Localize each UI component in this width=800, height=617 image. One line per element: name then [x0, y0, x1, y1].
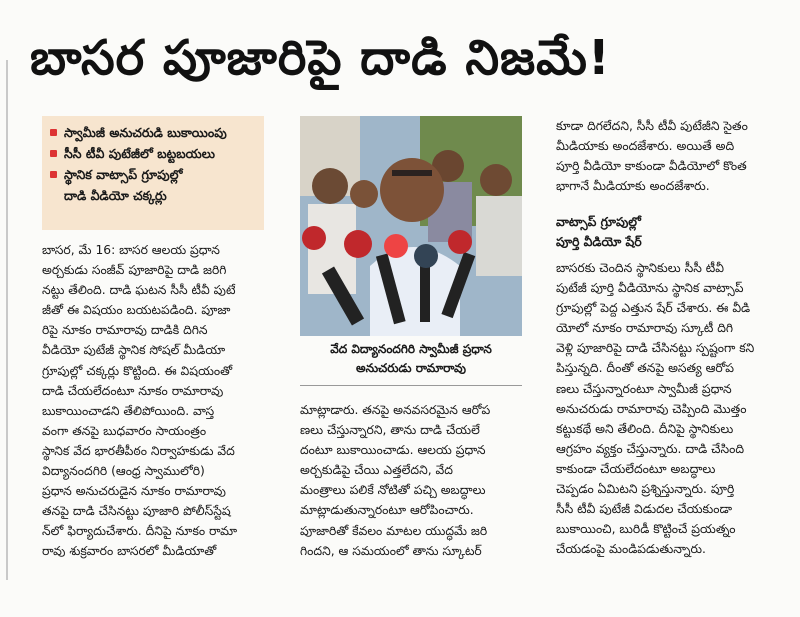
article-column-2: మాట్లాడారు. తనపై అనవసరమైన ఆరోప ణలు చేస్తున్నారని, తాను దాడి చేయలే దంటూ బుకాయించాడు. ఆలయ ప్రధాన అర్చకుడిపై చేయి ఎత్తలేదని, వేద మంత్రాలు పలికే నోటితో పచ్చి అబద్ధాలు మాట్లాడుతున్నారంటూ ఆరోపించారు. పూజారితో కేవలం మాటల యుద్ధమే జరి గిందని, ఆ సమయంలో తాను స్కూటర్: [300, 403, 491, 558]
bullet-icon: [50, 171, 57, 178]
caption-divider: [300, 385, 522, 386]
highlight-item: స్వామీజీ అనుచరుడి బుకాయింపు: [50, 122, 256, 143]
bullet-icon: [50, 129, 57, 136]
subheading: వాట్సాప్ గ్రూపుల్లో పూర్తి వీడియో షేర్: [556, 215, 642, 249]
article-column-3-body: బాసరకు చెందిన స్థానికులు సీసీ టీవీ పుటేజీ పూర్తి వీడియోను స్థానిక వాట్సాప్ గ్రూపుల్లో పెద్ద ఎత్తున షేర్ చేశారు. ఈ వీడి యోలో నూకం రామారావు స్కూటీ దిగి వెళ్లి పూజారిపై దాడి చేసినట్టు స్పష్టంగా కని పిస్తున్నది. దీంతో తనపై అసత్య ఆరోప ణలు చేస్తున్నారంటూ స్వామీజీ ప్రధాన అనుచరుడు రామారావు చెప్పింది మొత్తం కట్టుకథే అని తేలింది. దీనిపై స్థానికులు ఆగ్రహం వ్యక్తం చేస్తున్నారు. దాడి చేసింది కాకుండా చేయలేదంటూ అబద్ధాలు చెప్పడం ఏమిటని ప్రశ్నిస్తున్నారు. పూర్తి సీసీ టీవీ పుటేజీ విడుదల చేయకుండా బుకాయించి, బురిడీ కొట్టించే ప్రయత్నం చేయడంపై మండిపడుతున్నారు.: [556, 261, 755, 557]
highlight-item: సీసీ టీవీ పుటేజీలో బట్టబయలు: [50, 143, 256, 164]
article-column-1: బాసర, మే 16: బాసర ఆలయ ప్రధాన అర్చకుడు సంజీవ్ పూజారిపై దాడి జరిగి నట్టు తేలింది. దాడి ఘటన సీసీ టీవీ పుటే జీతో ఈ విషయం బయటపడింది. పూజా రిపై నూకం రామారావు దాడికి దిగిన వీడియో పుటేజీ స్థానిక సోషల్ మీడియా గ్రూపుల్లో చక్కర్లు కొట్టింది. ఈ విషయంతో దాడి చేయలేదంటూ నూకం రామారావు బుకాయించాడని తేలిపోయింది. వాస్త వంగా తనపై బుధవారం సాయంత్రం స్థానిక వేద భారతీపీఠం నిర్వాహకుడు వేద విద్యానందగిరి (ఆంధ్ర స్వాములోరి) ప్రధాన అనుచరుడైన నూకం రామారావు తనపై దాడి చేసినట్టు పూజారి పోలీస్‌స్టేష న్‌లో ఫిర్యాదుచేశారు. దీనిపై నూకం రామా రావు శుక్రవారం బాసరలో మీడియాతో: [42, 243, 238, 559]
photo-illustration: [300, 116, 522, 336]
highlights-box: [42, 116, 264, 230]
photo-caption: వేద విద్యానందగిరి స్వామీజీ ప్రధాన అనుచరుడు రామారావు: [330, 342, 492, 375]
news-photo: [300, 116, 522, 336]
column-divider: [6, 60, 8, 580]
highlight-item: స్థానిక వాట్సాప్ గ్రూపుల్లో దాడి వీడియో చక్కర్లు: [50, 164, 256, 206]
headline: బాసర పూజారిపై దాడి నిజమే!: [30, 30, 611, 86]
bullet-icon: [50, 150, 57, 157]
article-column-3-top: కూడా దిగలేదని, సీసీ టీవీ పుటేజీని సైతం మీడియాకు అందజేశారు. అయితే అది పూర్తి వీడియో కాకుండా వీడియోలో కొంత భాగానే మీడియాకు అందజేశారు.: [556, 119, 748, 194]
